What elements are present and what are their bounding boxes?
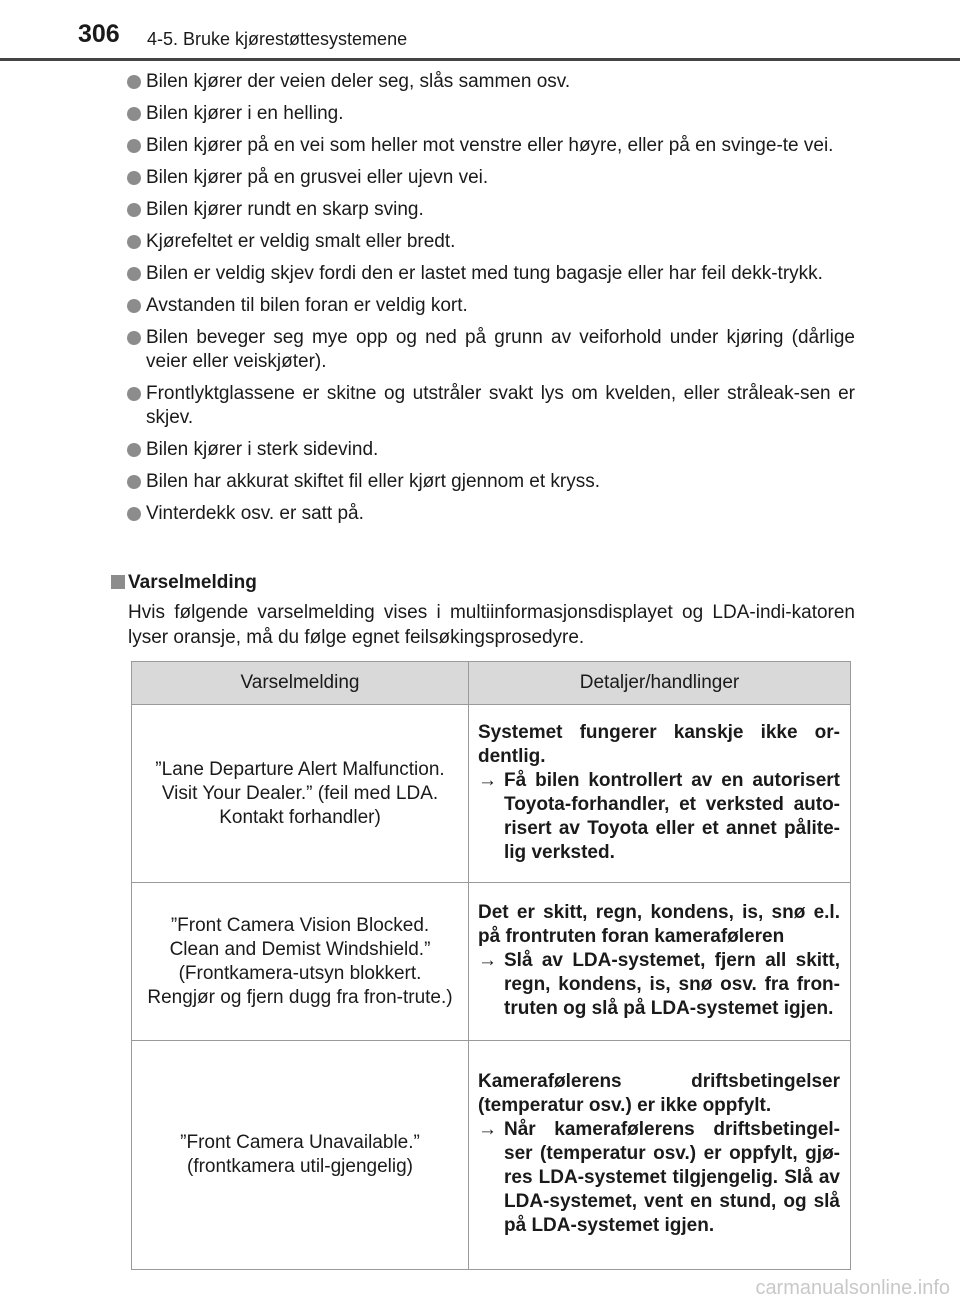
section-heading: [111, 570, 855, 596]
list-item: [127, 326, 855, 374]
bullet-icon: [127, 139, 141, 153]
list-item-text: Vinterdekk osv. er satt på.: [146, 503, 364, 524]
list-item-text: Bilen er veldig skjev fordi den er lastet med tung bagasje eller har feil dekk-trykk.: [146, 263, 823, 284]
page-header: [0, 0, 960, 62]
section-heading-text: Varselmelding: [128, 572, 257, 593]
list-item: [127, 438, 855, 462]
condition-list: [127, 70, 855, 534]
list-item-text: Bilen kjører på en vei som heller mot venstre eller høyre, eller på en svinge-te vei.: [146, 135, 834, 156]
watermark: carmanualsonline.info: [755, 1277, 950, 1299]
details-cell: [469, 705, 851, 883]
list-item-text: Bilen har akkurat skiftet fil eller kjørt gjennom et kryss.: [146, 471, 601, 492]
bullet-icon: [127, 331, 141, 345]
action-item: [478, 949, 840, 1021]
action-text: Når kamerafølerens driftsbetingel-ser (temperatur osv.) er oppfylt, gjø-res LDA-systemet tilgjengelig. Slå av LDA-systemet, vent en stund, og slå på LDA-systemet igjen.: [504, 1119, 840, 1236]
warning-message-section: [111, 570, 855, 650]
list-item-text: Bilen kjører i sterk sidevind.: [146, 439, 379, 460]
square-bullet-icon: [111, 575, 125, 589]
column-header-message: Varselmelding: [132, 662, 469, 705]
list-item: [127, 102, 855, 126]
bullet-icon: [127, 107, 141, 121]
detail-text: Det er skitt, regn, kondens, is, snø e.l. på frontruten foran kameraføleren: [478, 901, 840, 947]
action-text: Slå av LDA-systemet, fjern all skitt, regn, kondens, is, snø osv. fra fron-truten og slå på LDA-systemet igjen.: [504, 949, 840, 1019]
details-cell: [469, 883, 851, 1041]
table-row: [132, 883, 851, 1041]
header-divider: [0, 58, 960, 61]
bullet-icon: [127, 267, 141, 281]
list-item: [127, 198, 855, 222]
arrow-right-icon: →: [478, 1119, 497, 1140]
list-item: [127, 502, 855, 526]
list-item-text: Frontlyktglassene er skitne og utstråler svakt lys om kvelden, eller stråleak-sen er skjev.: [146, 383, 855, 428]
list-item: [127, 70, 855, 94]
bullet-icon: [127, 203, 141, 217]
list-item: [127, 294, 855, 318]
section-intro: Hvis følgende varselmelding vises i multiinformasjonsdisplayet og LDA-indi-katoren lyser oransje, må du følge egnet feilsøkingsprosedyre.: [128, 602, 855, 648]
list-item: [127, 134, 855, 158]
list-item: [127, 230, 855, 254]
page-number: 306: [78, 20, 120, 48]
table-header-row: [132, 662, 851, 705]
action-text: Få bilen kontrollert av en autorisert Toyota-forhandler, et verksted auto-risert av Toyota eller et annet pålite-lig verksted.: [504, 769, 840, 863]
list-item-text: Avstanden til bilen foran er veldig kort.: [146, 295, 468, 316]
list-item: [127, 470, 855, 494]
warning-message-cell: ”Lane Departure Alert Malfunction. Visit Your Dealer.” (feil med LDA. Kontakt forhandler): [132, 705, 469, 883]
list-item-text: Kjørefeltet er veldig smalt eller bredt.: [146, 231, 456, 252]
list-item-text: Bilen kjører på en grusvei eller ujevn vei.: [146, 167, 489, 188]
list-item-text: Bilen kjører der veien deler seg, slås sammen osv.: [146, 71, 571, 92]
action-item: [478, 1118, 840, 1238]
warning-message-cell: ”Front Camera Vision Blocked. Clean and Demist Windshield.” (Frontkamera-utsyn blokkert. Rengjør og fjern dugg fra fron-trute.): [132, 883, 469, 1041]
warning-message-cell: ”Front Camera Unavailable.” (frontkamera util-gjengelig): [132, 1041, 469, 1270]
arrow-right-icon: →: [478, 769, 497, 791]
details-cell: [469, 1041, 851, 1270]
list-item: [127, 382, 855, 430]
bullet-icon: [127, 475, 141, 489]
arrow-right-icon: →: [478, 949, 497, 971]
bullet-icon: [127, 443, 141, 457]
list-item: [127, 262, 855, 286]
bullet-icon: [127, 299, 141, 313]
action-item: [478, 769, 840, 865]
detail-text: Systemet fungerer kanskje ikke or-dentlig.: [478, 721, 840, 767]
table-row: [132, 705, 851, 883]
detail-text: Kamerafølerens driftsbetingelser (temperatur osv.) er ikke oppfylt.: [478, 1071, 840, 1116]
warning-table: [131, 661, 851, 1270]
list-item-text: Bilen beveger seg mye opp og ned på grunn av veiforhold under kjøring (dårlige veier eller veiskjøter).: [146, 327, 855, 372]
bullet-icon: [127, 387, 141, 401]
list-item: [127, 166, 855, 190]
bullet-icon: [127, 235, 141, 249]
bullet-icon: [127, 507, 141, 521]
table-row: [132, 1041, 851, 1270]
column-header-details: Detaljer/handlinger: [469, 662, 851, 705]
section-title: 4-5. Bruke kjørestøttesystemene: [147, 29, 408, 49]
bullet-icon: [127, 171, 141, 185]
list-item-text: Bilen kjører rundt en skarp sving.: [146, 199, 424, 220]
bullet-icon: [127, 75, 141, 89]
list-item-text: Bilen kjører i en helling.: [146, 103, 344, 124]
